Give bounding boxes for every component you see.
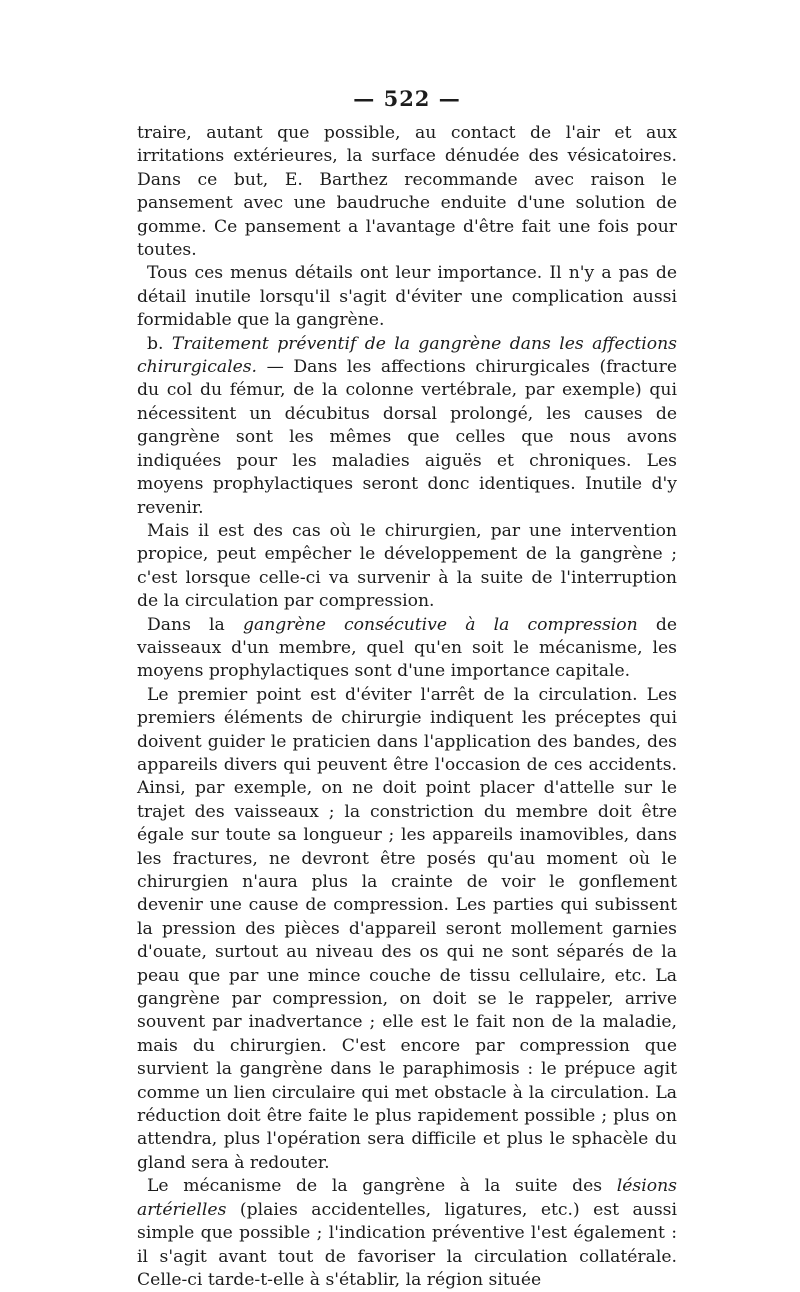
paragraph-text: Mais il est des cas où le chirurgien, par une intervention propice, peut empêcher le développement de la gangrène ; c'est lorsque celle-ci va survenir à la suite de l'interruption de la circulation par compression. <box>137 520 677 612</box>
paragraph-text: (plaies accidentelles, ligatures, etc.) est aussi simple que possible ; l'indication préventive l'est également : il s'agit avant tout de favoriser la circulation collatérale. Celle-ci tarde-t-elle à s'établir, la région située <box>137 1199 677 1290</box>
paragraph <box>137 122 677 262</box>
paragraph-text: de vaisseaux d'un membre, quel qu'en soit le mécanisme, les moyens prophylactiques sont d'une importance capitale. <box>137 614 678 682</box>
paragraph <box>137 1175 677 1292</box>
paragraph <box>137 262 677 332</box>
paragraph-text: Tous ces menus détails ont leur importance. Il n'y a pas de détail inutile lorsqu'il s'agit d'éviter une complication aussi formidable que la gangrène. <box>137 263 677 331</box>
emphasis-text: lésions artérielles <box>137 1176 677 1220</box>
page-number: — 522 — <box>353 86 461 111</box>
paragraph <box>137 520 677 614</box>
section-marker: b. <box>147 333 172 354</box>
paragraph-text: Le mécanisme de la gangrène à la suite des <box>147 1176 617 1197</box>
book-page <box>137 86 677 1292</box>
paragraph-text: — Dans les affections chirurgicales (fracture du col du fémur, de la colonne vertébrale, par exemple) qui nécessitent un décubitus dorsal prolongé, les causes de gangrène sont les mêmes que celles que nous avons indiquées pour les maladies aiguës et chroniques. Les moyens prophylactiques seront donc identiques. Inutile d'y revenir. <box>137 357 677 518</box>
paragraph <box>137 614 677 684</box>
paragraph-text: traire, autant que possible, au contact de l'air et aux irritations extérieures, la surface dénudée des vésicatoires. Dans ce but, E. Barthez recommande avec raison le pansement avec une baudruche enduite d'une solution de gomme. Ce pansement a l'avantage d'être fait une fois pour toutes. <box>137 123 677 261</box>
paragraph <box>137 333 677 520</box>
paragraph-text: Dans la <box>147 614 243 635</box>
section-heading: Traitement préventif de la gangrène dans les affections chirurgicales. <box>137 333 677 378</box>
paragraph <box>137 684 677 1176</box>
emphasis-text: gangrène consécutive à la compression <box>242 614 638 635</box>
paragraph-text: Le premier point est d'éviter l'arrêt de la circulation. Les premiers éléments de chirurgie indiquent les préceptes qui doivent guider le praticien dans l'application des bandes, des appareils divers qui peuvent être l'occasion de ces accidents. Ainsi, par exemple, on ne doit point placer d'attelle sur le trajet des vaisseaux ; la constriction du membre doit être égale sur toute sa longueur ; les appareils inamovibles, dans les fractures, ne devront être posés qu'au moment où le chirurgien n'aura plus la crainte de voir le gonflement devenir une cause de compression. Les parties qui subissent la pression des pièces d'appareil seront mollement garnies d'ouate, surtout au niveau des os qui ne sont séparés de la peau que par une mince couche de tissu cellulaire, etc. La gangrène par compression, on doit se le rappeler, arrive souvent par inadvertance ; elle est le fait non de la maladie, mais du chirurgien. C'est encore par compression que survient la gangrène dans le paraphimosis : le prépuce agit comme un lien circulaire qui met obstacle à la circulation. La réduction doit être faite le plus rapidement possible ; plus on attendra, plus l'opération sera difficile et plus le sphacèle du gland sera à redouter. <box>137 684 677 1173</box>
